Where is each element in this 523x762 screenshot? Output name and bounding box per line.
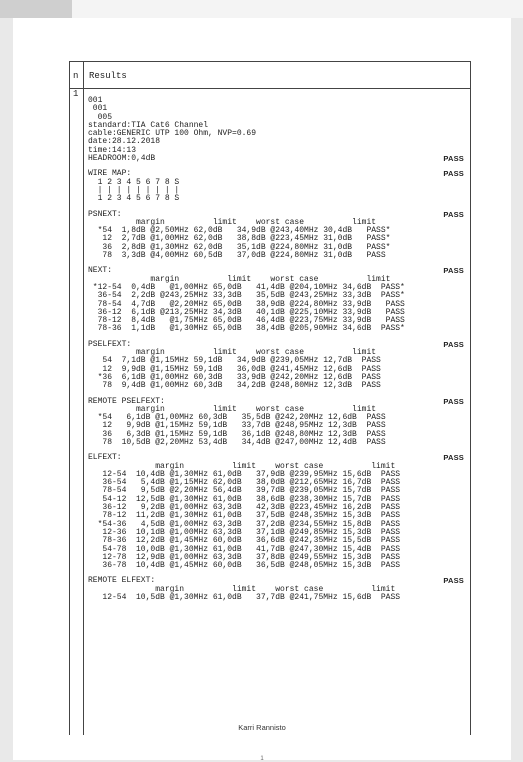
result-line: 12-36 10,1dB @1,00MHz 63,3dB 37,1dB @249,85MHz 15,3dB PASS (88, 527, 401, 537)
result-line: 12 9,9dB @1,15MHz 59,1dB 36,0dB @241,45MHz 12,6dB PASS (88, 364, 381, 374)
top-shade-light (58, 0, 523, 18)
result-line: margin limit worst case limit (88, 274, 391, 284)
result-line: 005 (88, 112, 113, 122)
result-line: margin limit worst case limit (88, 461, 396, 471)
result-line: margin limit worst case limit (88, 217, 377, 227)
result-line: cable:GENERIC UTP 100 Ohm, NVP=0.69 (88, 129, 257, 139)
pass-status: PASS (443, 453, 464, 463)
section-gap (88, 447, 468, 454)
result-line: 54-12 12,5dB @1,30MHz 61,0dB 38,6dB @238,30MHz 15,7dB PASS (88, 494, 401, 504)
result-line: 36-78 10,4dB @1,45MHz 60,0dB 36,5dB @248,05MHz 15,3dB PASS (88, 561, 401, 571)
result-line: 78-54 4,7dB @2,20MHz 65,0dB 38,9dB @224,80MHz 33,9dB PASS (88, 299, 405, 309)
pass-status: PASS (443, 154, 464, 164)
result-line: date:28.12.2018 (88, 137, 161, 147)
result-line: 12-78 12,9dB @1,00MHz 63,3dB 37,8dB @249,55MHz 15,3dB PASS (88, 552, 401, 562)
page-number: 1 (260, 756, 264, 762)
result-line: *54 6,1dB @1,00MHz 60,3dB 35,5dB @242,20MHz 12,6dB PASS (88, 413, 386, 423)
section-gap (88, 334, 468, 341)
result-line: | | | | | | | | | (88, 185, 180, 195)
result-line: 1 2 3 4 5 6 7 8 S (88, 177, 180, 187)
heading-label: REMOTE PSELFEXT: (88, 396, 165, 406)
result-line: time:14:13 (88, 145, 137, 155)
section-heading (88, 155, 468, 163)
pass-status: PASS (443, 339, 464, 349)
section-gap (88, 163, 468, 170)
result-line: 12 9,9dB @1,15MHz 59,1dB 33,7dB @248,95MHz 12,3dB PASS (88, 421, 386, 431)
result-line: margin limit worst case limit (88, 404, 377, 414)
result-line: 36-12 9,2dB @1,00MHz 63,3dB 42,3dB @223,45MHz 16,2dB PASS (88, 503, 401, 513)
result-line: 001 (88, 96, 103, 105)
heading-label: WIRE MAP: (88, 169, 132, 179)
heading-label: PSNEXT: (88, 209, 122, 219)
result-line: 36 2,8dB @1,30MHz 62,0dB 35,1dB @224,80MHz 31,0dB PASS* (88, 242, 391, 252)
section-gap (88, 260, 468, 267)
result-line: 54-78 10,0dB @1,30MHz 61,0dB 41,7dB @247,30MHz 15,4dB PASS (88, 544, 401, 554)
heading-label: ELFEXT: (88, 453, 122, 463)
result-line: margin limit worst case limit (88, 348, 377, 358)
result-line: 78-12 11,2dB @1,30MHz 61,0dB 37,5dB @248,35MHz 15,3dB PASS (88, 511, 401, 521)
report-page (13, 18, 511, 760)
result-line: 78 10,5dB @2,20MHz 53,4dB 34,4dB @247,00MHz 12,4dB PASS (88, 437, 386, 447)
result-line: 78-12 8,4dB @1,75MHz 65,0dB 46,4dB @223,75MHz 33,9dB PASS (88, 316, 405, 326)
result-line: 78-54 9,5dB @2,20MHz 56,4dB 39,7dB @239,05MHz 15,7dB PASS (88, 486, 401, 496)
heading-label: NEXT: (88, 266, 113, 276)
col-results-header: Results (89, 71, 127, 81)
heading-label: REMOTE ELFEXT: (88, 576, 156, 586)
table-header (70, 62, 470, 89)
result-line: 78-36 1,1dB @1,30MHz 65,0dB 38,4dB @205,90MHz 34,6dB PASS* (88, 324, 405, 334)
result-line: standard:TIA Cat6 Channel (88, 120, 209, 130)
col-n-header: n (73, 71, 79, 81)
result-line: 36-54 2,2dB @243,25MHz 33,3dB 35,5dB @243,25MHz 33,3dB PASS* (88, 291, 405, 301)
heading-label: HEADROOM:0,4dB (88, 154, 156, 164)
results-table (69, 61, 471, 735)
column-divider (83, 62, 84, 735)
section-gap (88, 204, 468, 211)
test-results (88, 97, 468, 602)
row-number: 1 (73, 89, 79, 99)
result-line: 54 7,1dB @1,15MHz 59,1dB 34,9dB @239,05MHz 12,7dB PASS (88, 356, 381, 366)
result-line: 12 2,7dB @1,00MHz 62,0dB 38,8dB @223,45MHz 31,0dB PASS* (88, 234, 391, 244)
pass-status: PASS (443, 576, 464, 586)
result-line: 36-12 6,1dB @213,25MHz 34,3dB 40,1dB @225,10MHz 33,9dB PASS (88, 307, 405, 317)
pass-status: PASS (443, 396, 464, 406)
result-line: 78 3,3dB @4,00MHz 60,5dB 37,0dB @224,80MHz 31,0dB PASS (88, 251, 386, 261)
pass-status: PASS (443, 169, 464, 179)
result-line: 78 9,4dB @1,00MHz 60,3dB 34,2dB @248,80MHz 12,3dB PASS (88, 381, 381, 391)
footer-author: Karri Rannisto (238, 723, 286, 732)
result-line: margin limit worst case limit (88, 584, 396, 594)
result-line: 12-54 10,5dB @1,30MHz 61,0dB 37,7dB @241,75MHz 15,6dB PASS (88, 593, 401, 603)
result-line: 78-36 12,2dB @1,45MHz 60,0dB 36,6dB @242,35MHz 15,5dB PASS (88, 536, 401, 546)
top-shade-dark (0, 0, 72, 18)
result-line: *54 1,8dB @2,50MHz 62,0dB 34,9dB @243,40MHz 30,4dB PASS* (88, 226, 391, 236)
result-line: *12-54 0,4dB @1,00MHz 65,0dB 41,4dB @204,10MHz 34,6dB PASS* (88, 282, 405, 292)
result-line: 36-54 5,4dB @1,15MHz 62,0dB 38,0dB @212,65MHz 16,7dB PASS (88, 478, 401, 488)
heading-label: PSELFEXT: (88, 339, 132, 349)
result-line: 36 6,3dB @1,15MHz 59,1dB 36,1dB @248,80MHz 12,3dB PASS (88, 429, 386, 439)
pass-status: PASS (443, 266, 464, 276)
result-line: 001 (88, 104, 108, 114)
result-line: *36 6,1dB @1,00MHz 60,3dB 33,9dB @242,20MHz 12,6dB PASS (88, 372, 381, 382)
result-line: 1 2 3 4 5 6 7 8 S (88, 194, 180, 204)
pass-status: PASS (443, 209, 464, 219)
result-line: 12-54 10,4dB @1,30MHz 61,0dB 37,9dB @239,95MHz 15,6dB PASS (88, 469, 401, 479)
result-line: *54-36 4,5dB @1,00MHz 63,3dB 37,2dB @234,55MHz 15,8dB PASS (88, 519, 401, 529)
